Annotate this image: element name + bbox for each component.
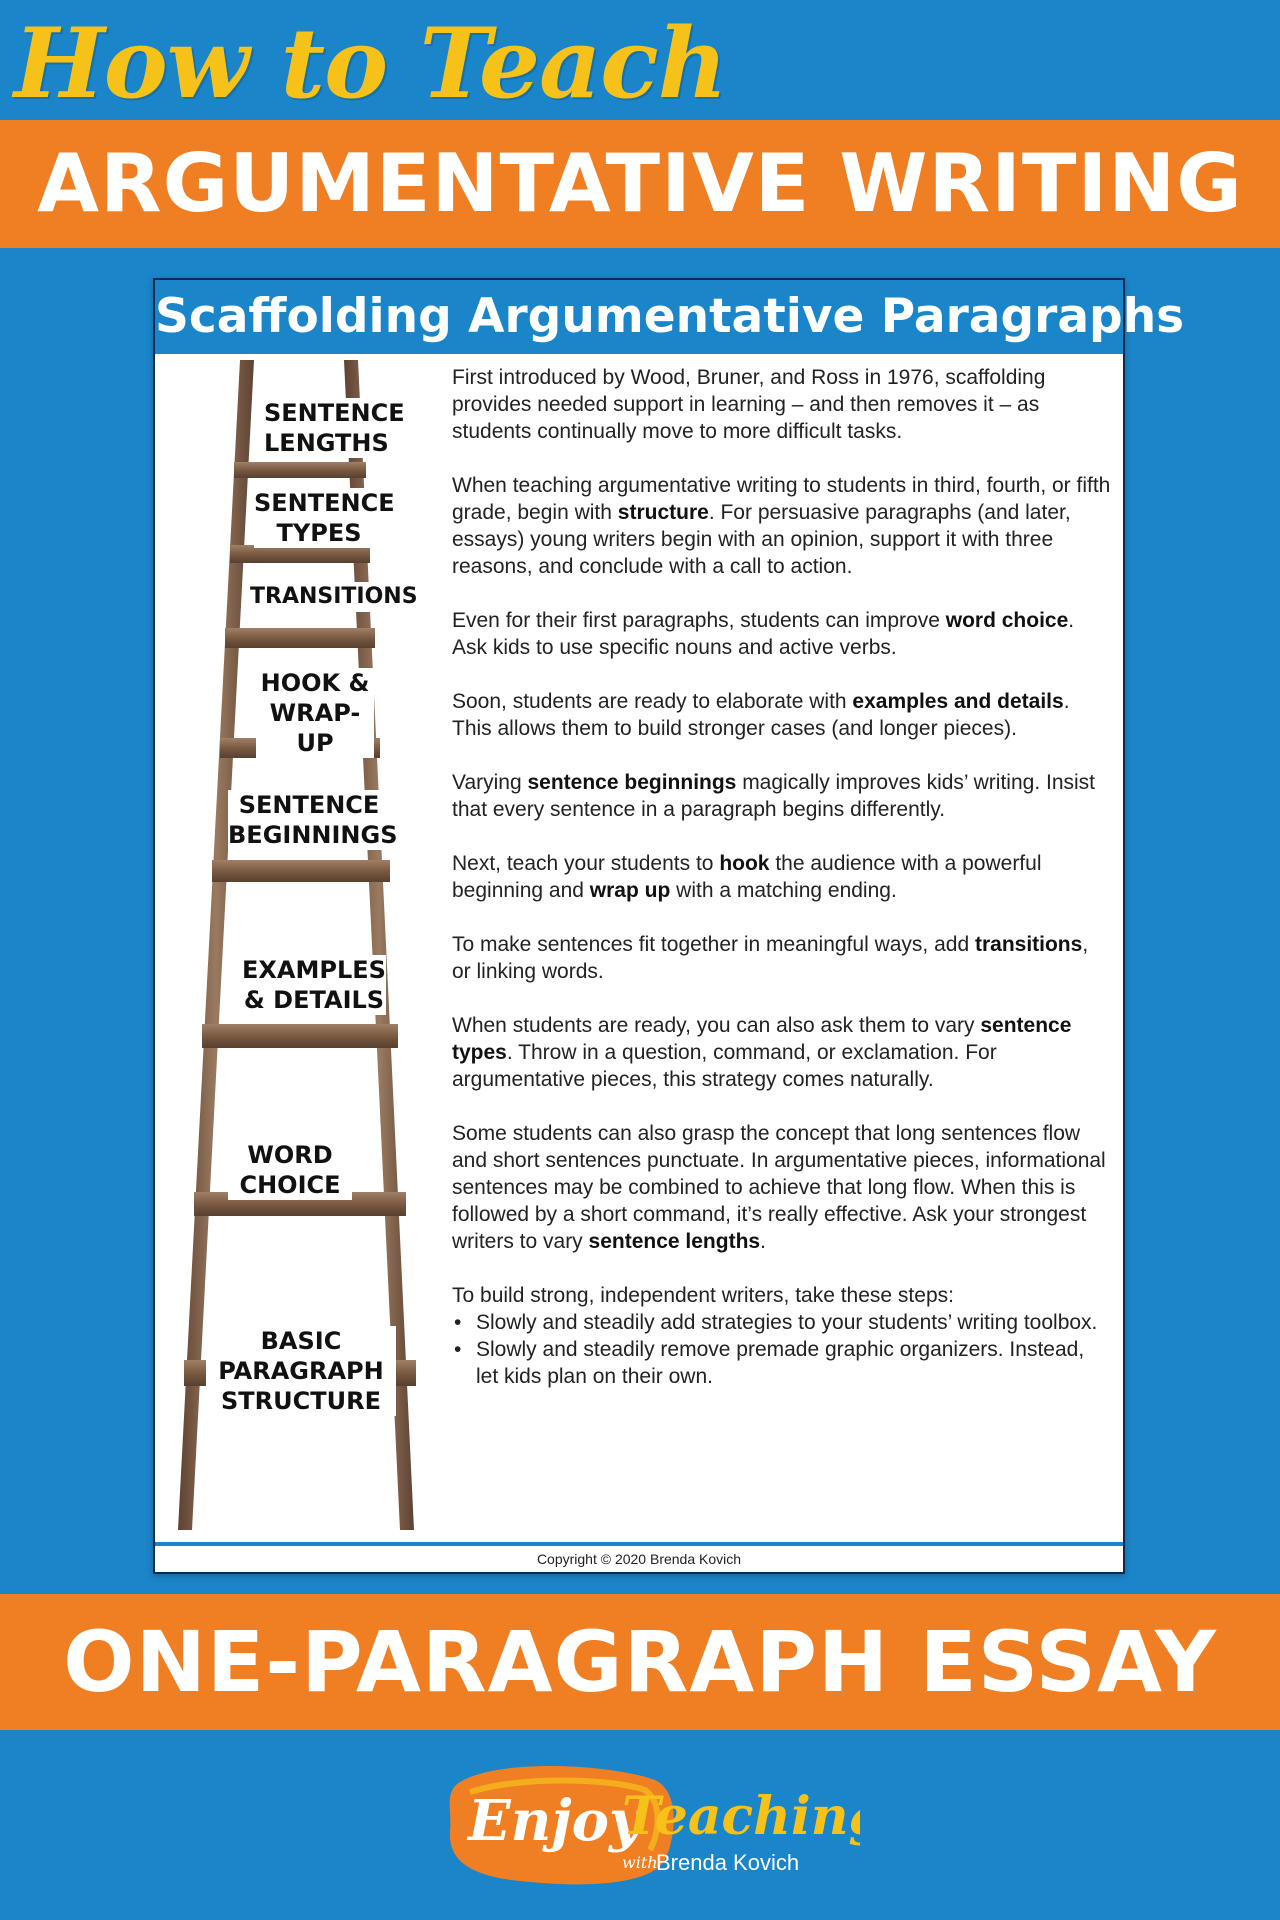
card-footer-divider (155, 1542, 1123, 1546)
enjoy-teaching-logo (440, 1762, 860, 1892)
logo-teaching-text: Teaching (622, 1786, 860, 1847)
keyword-text: sentence types (452, 1014, 1072, 1064)
paragraph-text: Soon, students are ready to elaborate with (452, 690, 853, 713)
body-paragraph (452, 931, 1112, 985)
paragraph-text: To make sentences fit together in meaningful ways, add (452, 933, 975, 956)
card-title: Scaffolding Argumentative Paragraphs (155, 280, 1123, 354)
ladder-label-examples-details: EXAMPLES & DETAILS (242, 956, 386, 1014)
steps-intro: To build strong, independent writers, take these steps: (452, 1284, 954, 1307)
step-item: • Slowly and steadily add strategies to your students’ writing toolbox. (452, 1309, 1112, 1336)
top-banner: ARGUMENTATIVE WRITING (0, 120, 1280, 248)
paragraph-text: . (760, 1230, 766, 1253)
ladder-label-transitions: TRANSITIONS (250, 582, 402, 612)
ladder-label-hook-wrap-up: HOOK & WRAP-UP (256, 668, 374, 758)
keyword-text: transitions (974, 933, 1083, 956)
keyword-text: word choice (945, 609, 1069, 632)
logo-with-text: with (622, 1853, 658, 1872)
keyword-text: sentence beginnings (527, 771, 737, 794)
keyword-text: structure (617, 501, 709, 524)
body-paragraph (452, 1120, 1112, 1255)
paragraph-text: , or linking words. (452, 933, 1089, 983)
paragraph-text: . This allows them to build stronger cases (and longer pieces). (452, 690, 1070, 740)
ladder-graphic (170, 360, 435, 1540)
infographic-card (153, 278, 1185, 1574)
ladder-label-sentence-lengths: SENTENCE LENGTHS (264, 399, 405, 457)
body-paragraph (452, 769, 1112, 823)
logo-enjoy-text: Enjoy (468, 1788, 642, 1854)
bottom-banner: ONE-PARAGRAPH ESSAY (0, 1594, 1280, 1730)
keyword-text: wrap up (589, 879, 671, 902)
body-paragraph (452, 1012, 1112, 1093)
paragraph-text: . Ask kids to use specific nouns and active verbs. (452, 609, 1075, 659)
body-paragraph (452, 472, 1112, 580)
keyword-text: examples and details (852, 690, 1064, 713)
paragraph-text: . For persuasive paragraphs (and later, essays) young writers begin with an opinion, support it with three reasons, and conclude with a call to action. (452, 501, 1071, 578)
body-paragraph (452, 607, 1112, 661)
body-paragraph (452, 688, 1112, 742)
ladder-label-sentence-types: SENTENCE TYPES (254, 489, 395, 547)
paragraph-text: magically improves kids’ writing. Insist that every sentence in a paragraph begins differently. (452, 771, 1096, 821)
paragraph-text: . Throw in a question, command, or exclamation. For argumentative pieces, this strategy comes naturally. (452, 1041, 997, 1091)
paragraph-text: the audience with a powerful beginning and (452, 852, 1042, 902)
paragraph-text: First introduced by Wood, Bruner, and Ross in 1976, scaffolding provides needed support in learning – and then removes it – as students continually move to more difficult tasks. (452, 366, 1046, 443)
body-paragraph (452, 364, 1112, 445)
step-item: • Slowly and steadily remove premade graphic organizers. Instead, let kids plan on their own. (452, 1336, 1112, 1390)
paragraph-text: Even for their first paragraphs, students can improve (452, 609, 946, 632)
logo-graphic (440, 1762, 860, 1892)
paragraph-list (452, 364, 1112, 1255)
steps-list (452, 1309, 1112, 1390)
keyword-text: hook (719, 852, 770, 875)
ladder-label-sentence-beginnings: SENTENCE BEGINNINGS (228, 791, 398, 849)
copyright-text: Copyright © 2020 Brenda Kovich (536, 1551, 742, 1567)
paragraph-text: Some students can also grasp the concept that long sentences flow and short sentences punctuate. In argumentative pieces, informational sentences may be combined to achieve that long flow. When this is followed by a short command, it’s really effective. Ask your strongest writers to vary (452, 1122, 1106, 1253)
paragraph-text: When teaching argumentative writing to students in third, fourth, or fifth grade, begin with (452, 474, 1111, 524)
scaffolding-text (452, 364, 1112, 1390)
ladder-label-basic-paragraph-structure: BASIC PARAGRAPH STRUCTURE (206, 1326, 396, 1416)
keyword-text: sentence lengths (588, 1230, 761, 1253)
logo-name-text: Brenda Kovich (656, 1850, 800, 1875)
steps-section (452, 1282, 1112, 1390)
ladder-label-word-choice: WORD CHOICE (228, 1140, 352, 1200)
paragraph-text: Next, teach your students to (452, 852, 720, 875)
paragraph-text: with a matching ending. (670, 879, 897, 902)
body-paragraph (452, 850, 1112, 904)
script-title: How to Teach (14, 7, 727, 120)
paragraph-text: Varying (452, 771, 528, 794)
paragraph-text: When students are ready, you can also ask them to vary (452, 1014, 981, 1037)
